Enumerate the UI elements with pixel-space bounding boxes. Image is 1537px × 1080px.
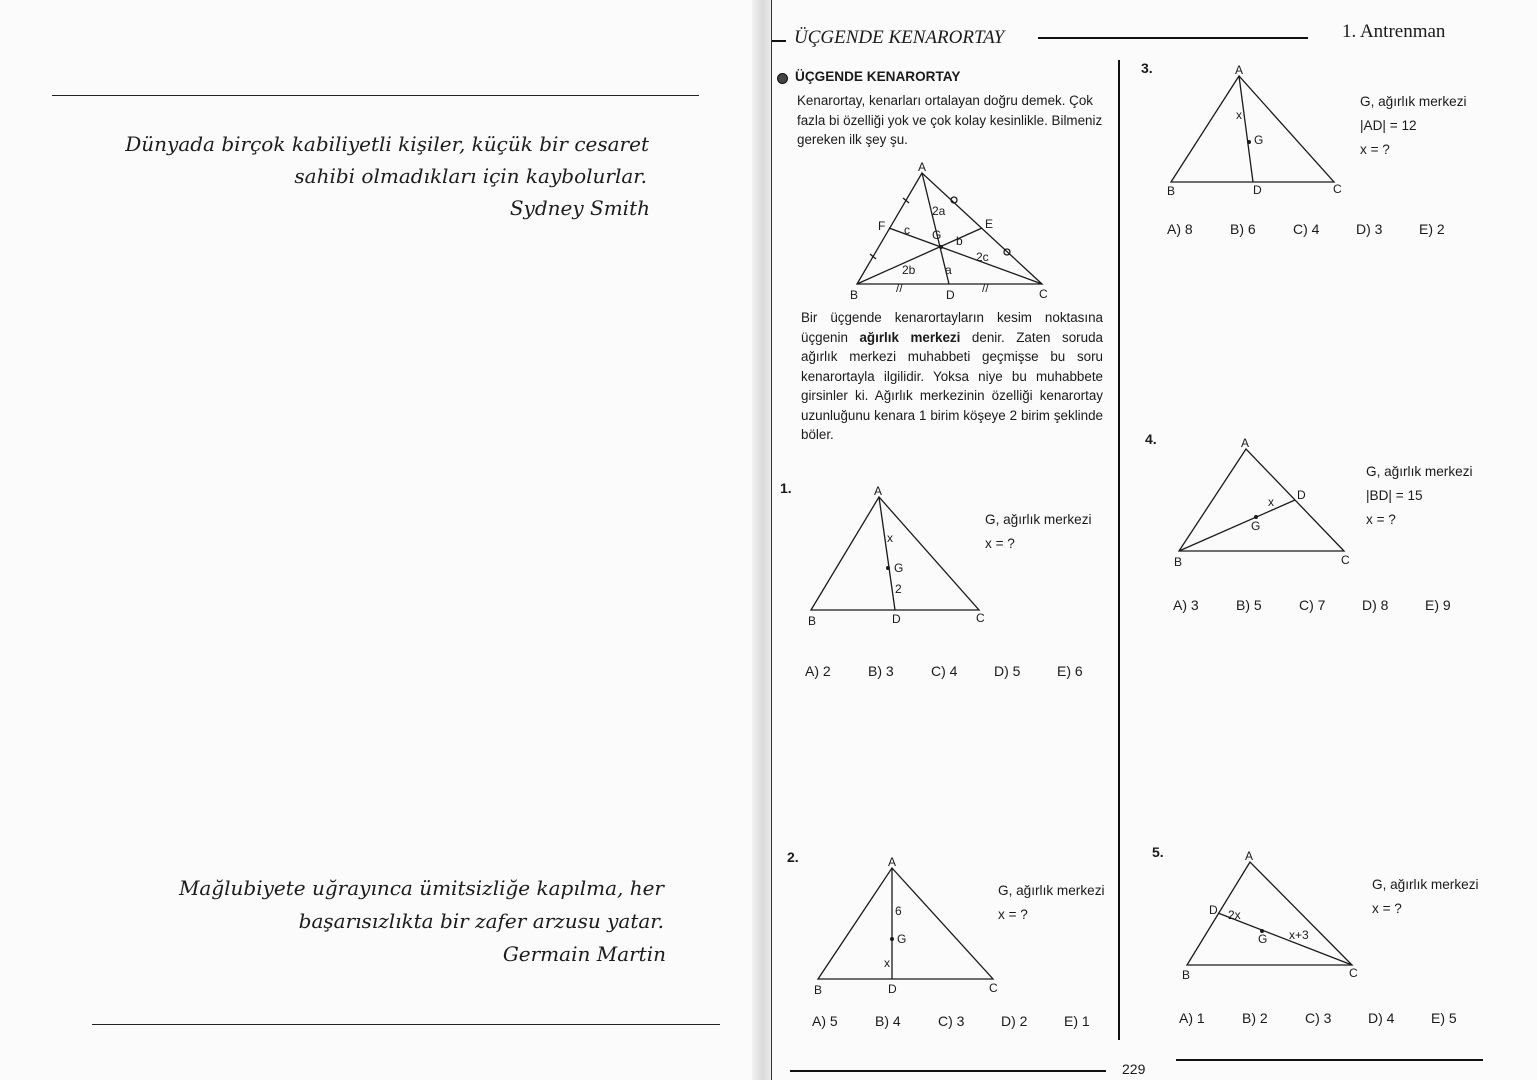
q5-given <box>1372 873 1479 921</box>
q1-label-B: B <box>808 614 817 628</box>
q4-label-C: C <box>1341 553 1350 567</box>
q3-median <box>1239 76 1253 182</box>
q1-label-2: 2 <box>895 582 902 596</box>
q2-option-b[interactable]: B) 4 <box>875 1013 901 1029</box>
book-gutter <box>752 0 772 1080</box>
q2-label-G: G <box>897 932 907 946</box>
q4-option-b[interactable]: B) 5 <box>1236 597 1262 613</box>
tick-af <box>903 198 909 203</box>
q4-label-G: G <box>1251 519 1261 533</box>
q2-label-C: C <box>989 981 998 995</box>
q3-given-1: G, ağırlık merkezi <box>1360 94 1467 109</box>
q4-figure <box>1174 434 1354 574</box>
footer-line-right <box>1176 1059 1483 1061</box>
q5-label-x3: x+3 <box>1289 928 1309 942</box>
q2-label-B: B <box>814 983 823 997</box>
q3-options <box>1167 221 1482 237</box>
q3-figure <box>1166 62 1356 202</box>
q4-option-d[interactable]: D) 8 <box>1362 597 1389 613</box>
fig-label-F: F <box>878 219 886 233</box>
q2-point-g <box>890 937 894 941</box>
q5-label-G: G <box>1258 932 1268 946</box>
q5-label-2x: 2x <box>1228 908 1241 922</box>
q4-label-D: D <box>1297 488 1306 502</box>
q2-given <box>998 879 1105 927</box>
fig-label-G: G <box>932 228 942 242</box>
fig-label-E: E <box>985 217 994 231</box>
q3-number: 3. <box>1141 60 1153 76</box>
median-be <box>857 228 982 284</box>
q2-label-D: D <box>888 982 897 996</box>
left-page <box>0 0 760 1080</box>
q5-option-e[interactable]: E) 5 <box>1431 1010 1457 1026</box>
header-line <box>1038 37 1308 39</box>
q2-option-e[interactable]: E) 1 <box>1064 1013 1090 1029</box>
q1-options <box>805 663 1120 679</box>
q4-options <box>1173 597 1488 613</box>
q2-option-a[interactable]: A) 5 <box>812 1013 838 1029</box>
q3-option-b[interactable]: B) 6 <box>1230 221 1256 237</box>
q3-label-G: G <box>1254 133 1264 147</box>
footer-line-left <box>790 1070 1106 1072</box>
q4-given-3: x = ? <box>1366 512 1396 527</box>
intro-p2-part1: Bir üçgende kenarortayların kesim noktasına üçgenin <box>801 310 1103 345</box>
quote2-author: Germain Martin <box>502 942 666 966</box>
q4-label-x: x <box>1268 495 1274 509</box>
q3-label-C: C <box>1333 182 1342 196</box>
fig-label-C: C <box>1039 287 1048 301</box>
q5-number: 5. <box>1152 844 1164 860</box>
q4-option-a[interactable]: A) 3 <box>1173 597 1199 613</box>
fig-label-D: D <box>946 288 955 302</box>
q5-option-c[interactable]: C) 3 <box>1305 1010 1332 1026</box>
q2-triangle <box>818 868 993 979</box>
q4-option-e[interactable]: E) 9 <box>1425 597 1451 613</box>
fig-label-2a: 2a <box>932 204 946 218</box>
q1-number: 1. <box>780 480 792 496</box>
q5-label-D: D <box>1209 903 1218 917</box>
right-page <box>772 0 1537 1080</box>
q3-label-A: A <box>1235 63 1244 77</box>
q1-median <box>879 497 895 610</box>
intro-heading: ÜÇGENDE KENARORTAY <box>795 69 961 84</box>
q1-option-c[interactable]: C) 4 <box>931 663 958 679</box>
fig-label-b: b <box>956 234 963 248</box>
q3-label-x: x <box>1236 108 1242 122</box>
q2-label-x: x <box>884 956 890 970</box>
q3-point-g <box>1247 140 1251 144</box>
q3-option-c[interactable]: C) 4 <box>1293 221 1320 237</box>
fig-label-A: A <box>918 160 927 174</box>
q4-given-2: |BD| = 15 <box>1366 488 1423 503</box>
quote1-author: Sydney Smith <box>509 196 650 220</box>
q2-label-A: A <box>888 855 897 869</box>
q1-given-1: G, ağırlık merkezi <box>985 512 1092 527</box>
q5-option-a[interactable]: A) 1 <box>1179 1010 1205 1026</box>
quote2-line1: Mağlubiyete uğrayınca ümitsizliğe kapılma, her <box>178 876 664 900</box>
header-dash <box>772 40 786 42</box>
q5-label-C: C <box>1349 966 1358 980</box>
q3-option-e[interactable]: E) 2 <box>1419 221 1445 237</box>
intro-paragraph-2 <box>801 308 1103 445</box>
fig-label-2c: 2c <box>976 250 989 264</box>
header-title: ÜÇGENDE KENARORTAY <box>794 27 1005 48</box>
q3-option-a[interactable]: A) 8 <box>1167 221 1193 237</box>
fig-label-a: a <box>945 263 952 277</box>
q3-triangle <box>1171 76 1334 182</box>
point-g <box>939 245 943 249</box>
fig-label-c: c <box>904 223 910 237</box>
fig-label-B: B <box>850 288 859 302</box>
tick-fb <box>870 254 876 259</box>
q2-given-1: G, ağırlık merkezi <box>998 883 1105 898</box>
q1-label-A: A <box>874 484 883 498</box>
q3-given <box>1360 90 1467 162</box>
median-figure <box>852 160 1052 305</box>
q1-given-2: x = ? <box>985 536 1015 551</box>
q4-given <box>1366 460 1473 532</box>
q2-option-c[interactable]: C) 3 <box>938 1013 965 1029</box>
intro-paragraph-1: Kenarortay, kenarları ortalayan doğru demek. Çok fazla bi özelliği yok ve çok kolay kesinlikle. Bilmeniz gereken ilk şey şu. <box>797 93 1103 147</box>
quote1-line2: sahibi olmadıkları için kaybolurlar. <box>294 164 647 188</box>
q2-option-d[interactable]: D) 2 <box>1001 1013 1028 1029</box>
intro-p2-part2: denir. Zaten soruda ağırlık merkezi muhabbeti geçmişse bu soru kenarortayla ilgilidir. Yoksa niye bu muhabbete girsinler ki. Ağırlık merkezinin özelliği kenarortay uzunluğunu kenara 1 birim köşeye 2 birim şeklinde böler. <box>801 329 1103 442</box>
fig-tick-dc: // <box>982 281 989 295</box>
fig-tick-bd: // <box>896 281 903 295</box>
quote2-line2: başarısızlıkta bir zafer arzusu yatar. <box>298 909 664 933</box>
quote1-line1: Dünyada birçok kabiliyetli kişiler, küçük bir cesaret <box>125 132 649 156</box>
q1-label-C: C <box>976 611 985 625</box>
q5-label-B: B <box>1182 968 1191 982</box>
q1-given <box>985 508 1092 556</box>
q2-figure <box>813 852 1003 1002</box>
q2-options <box>812 1013 1127 1029</box>
q2-label-6: 6 <box>895 904 902 918</box>
page-number: 229 <box>1122 1061 1146 1077</box>
q4-triangle <box>1179 449 1344 551</box>
q1-label-G: G <box>894 561 904 575</box>
q5-given-1: G, ağırlık merkezi <box>1372 877 1479 892</box>
q5-figure <box>1182 846 1362 986</box>
q3-label-D: D <box>1253 183 1262 197</box>
q5-given-2: x = ? <box>1372 901 1402 916</box>
fig-label-2b: 2b <box>902 263 916 277</box>
q4-number: 4. <box>1145 431 1157 447</box>
q1-figure <box>806 480 996 630</box>
q1-option-e[interactable]: E) 6 <box>1057 663 1083 679</box>
q4-label-A: A <box>1241 436 1250 450</box>
q4-option-c[interactable]: C) 7 <box>1299 597 1326 613</box>
top-divider <box>52 95 699 96</box>
q5-options <box>1179 1010 1494 1026</box>
intro-p2-bold: ağırlık merkezi <box>859 329 961 345</box>
q3-option-d[interactable]: D) 3 <box>1356 221 1383 237</box>
q1-option-a[interactable]: A) 2 <box>805 663 831 679</box>
bullet-icon <box>777 73 788 84</box>
q4-given-1: G, ağırlık merkezi <box>1366 464 1473 479</box>
q5-option-d[interactable]: D) 4 <box>1368 1010 1395 1026</box>
q5-option-b[interactable]: B) 2 <box>1242 1010 1268 1026</box>
q4-label-B: B <box>1174 555 1183 569</box>
q3-given-2: |AD| = 12 <box>1360 118 1417 133</box>
bottom-divider <box>92 1024 720 1025</box>
q1-label-x: x <box>887 531 893 545</box>
q1-option-b[interactable]: B) 3 <box>868 663 894 679</box>
column-divider <box>1118 60 1120 1040</box>
q1-option-d[interactable]: D) 5 <box>994 663 1021 679</box>
q3-given-3: x = ? <box>1360 142 1390 157</box>
q2-number: 2. <box>787 849 799 865</box>
q2-given-2: x = ? <box>998 907 1028 922</box>
q1-label-D: D <box>892 612 901 626</box>
q3-label-B: B <box>1167 184 1176 198</box>
q1-point-g <box>886 566 890 570</box>
q5-label-A: A <box>1245 849 1254 863</box>
header-lesson: 1. Antrenman <box>1342 21 1446 42</box>
